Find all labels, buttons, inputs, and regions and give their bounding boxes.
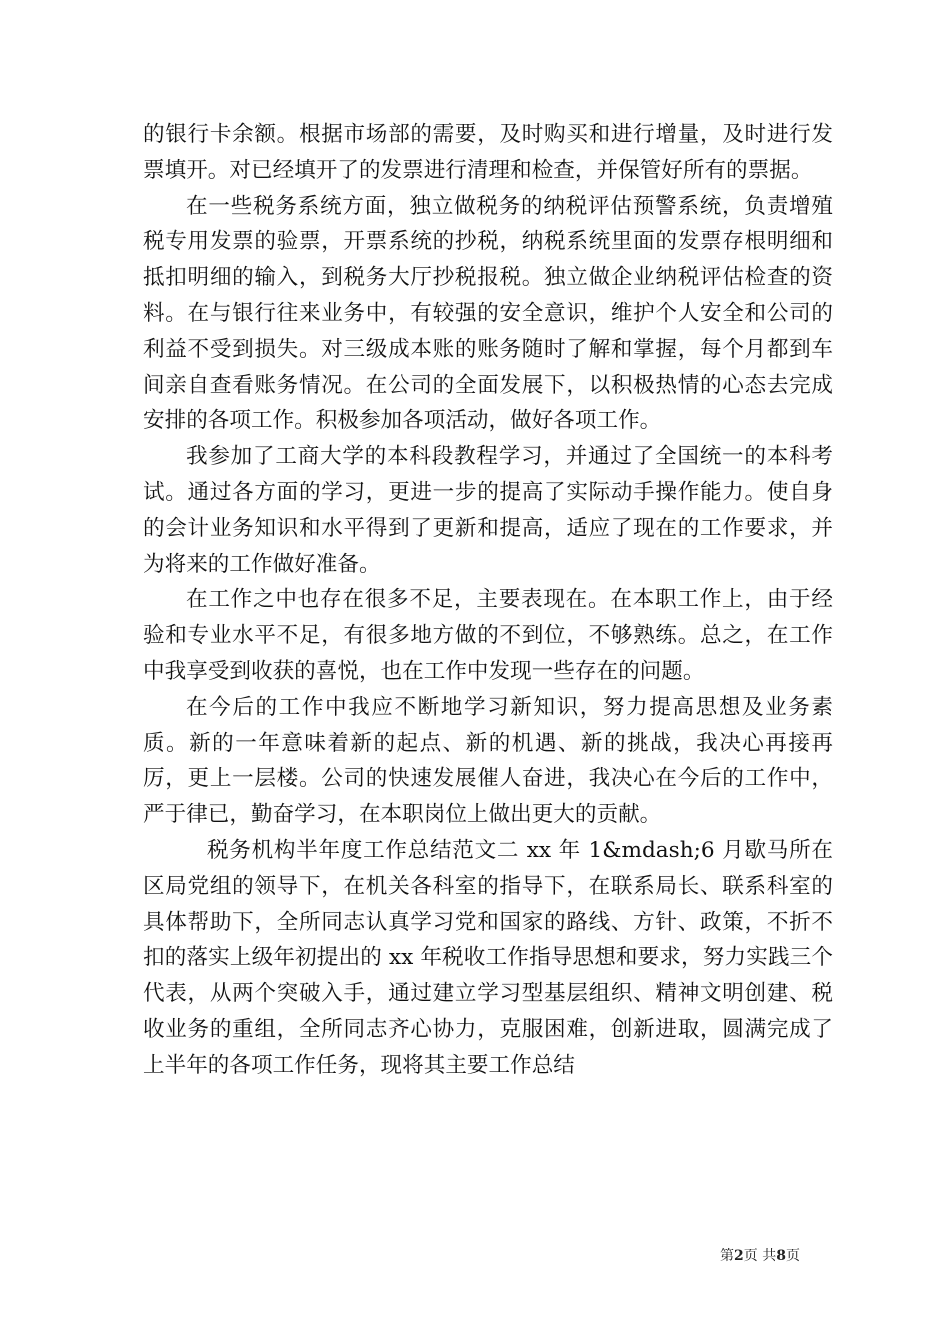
- paragraph-future: 在今后的工作中我应不断地学习新知识，努力提高思想及业务素质。新的一年意味着新的起点、新的机遇、新的挑战，我决心再接再厉，更上一层楼。公司的快速发展催人奋进，我决心在今后的工作中，严于律已，勤奋学习，在本职岗位上做出更大的贡献。: [143, 694, 833, 828]
- paragraph-tax-system: 在一些税务系统方面，独立做税务的纳税评估预警系统，负责增殖税专用发票的验票，开票系统的抄税，纳税系统里面的发票存根明细和抵扣明细的输入，到税务大厅抄税报税。独立做企业纳税评估检查的资料。在与银行往来业务中，有较强的安全意识，维护个人安全和公司的利益不受到损失。对三级成本账的账务随时了解和掌握，每个月都到车间亲自查看账务情况。在公司的全面发展下，以积极热情的心态去完成安排的各项工作。积极参加各项活动，做好各项工作。: [143, 193, 833, 434]
- footer-page-number: 2: [734, 1248, 744, 1264]
- footer-prefix: 第: [720, 1248, 734, 1264]
- footer-suffix: 页: [785, 1248, 800, 1264]
- paragraph-continuation: 的银行卡余额。根据市场部的需要，及时购买和进行增量，及时进行发票填开。对已经填开了的发票进行清理和检查，并保管好所有的票据。: [143, 122, 833, 183]
- footer-total-pages: 8: [776, 1248, 786, 1264]
- paragraph-shortcomings: 在工作之中也存在很多不足，主要表现在。在本职工作上，由于经验和专业水平不足，有很多地方做的不到位，不够熟练。总之，在工作中我享受到收获的喜悦，也在工作中发现一些存在的问题。: [143, 587, 833, 684]
- page-footer: [720, 1247, 830, 1265]
- document-body: [143, 117, 833, 1084]
- paragraph-summary-two: 税务机构半年度工作总结范文二 xx 年 1&mdash;6 月歇马所在区局党组的领导下，在机关各科室的指导下，在联系局长、联系科室的具体帮助下，全所同志认真学习党和国家的路线、方针、政策，不折不扣的落实上级年初提出的 xx 年税收工作指导思想和要求，努力实践三个代表，从两个突破入手，通过建立学习型基层组织、精神文明创建、税收业务的重组，全所同志齐心协力，克服困难，创新进取，圆满完成了上半年的各项工作任务，现将其主要工作总结: [143, 837, 833, 1078]
- footer-middle: 页 共: [743, 1248, 777, 1264]
- paragraph-study: 我参加了工商大学的本科段教程学习，并通过了全国统一的本科考试。通过各方面的学习，更进一步的提高了实际动手操作能力。使自身的会计业务知识和水平得到了更新和提高，适应了现在的工作要求，并为将来的工作做好准备。: [143, 444, 833, 577]
